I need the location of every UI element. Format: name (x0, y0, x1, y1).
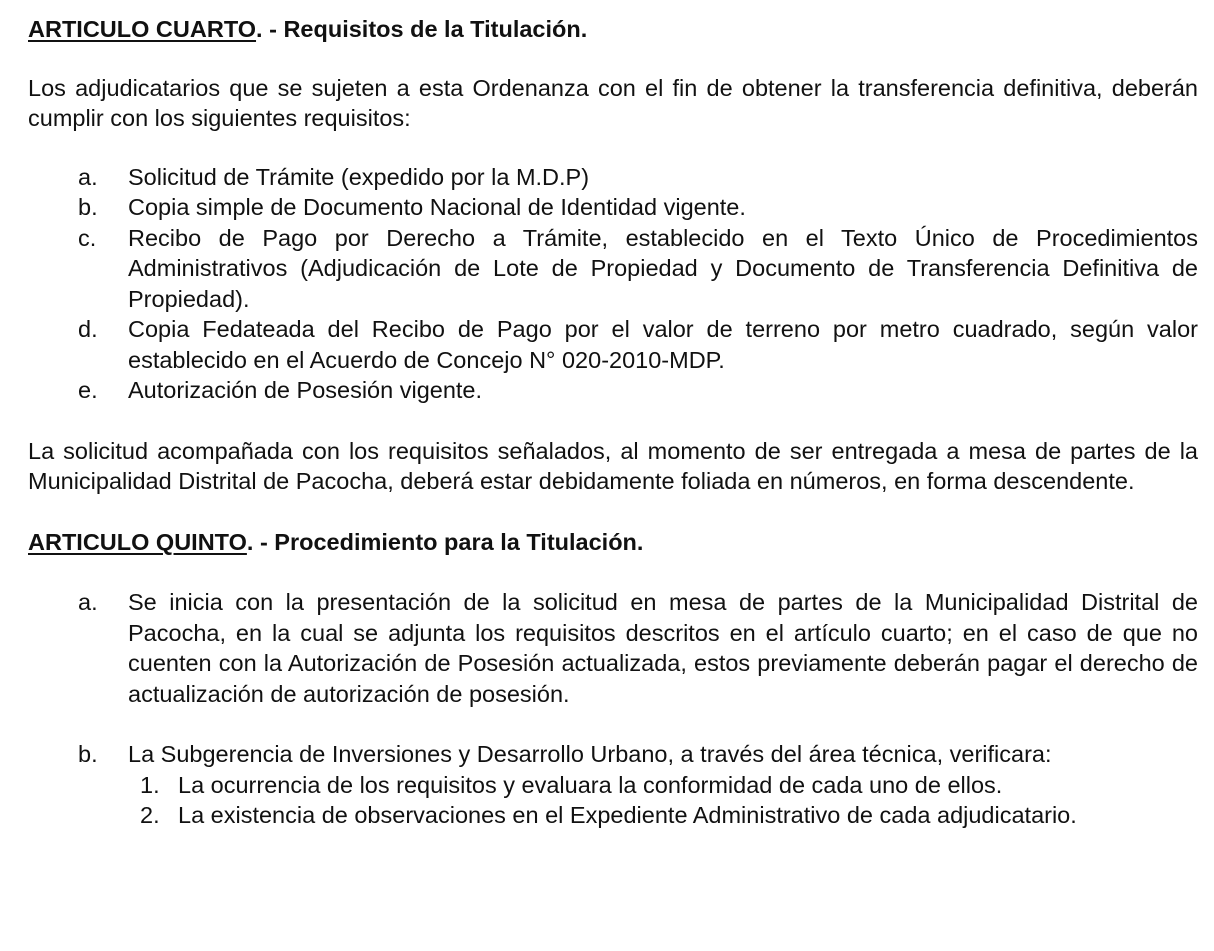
list-item-text: Solicitud de Trámite (expedido por la M.D.P) (128, 163, 590, 190)
sublist-item-text: La existencia de observaciones en el Expediente Administrativo de cada adjudicatario. (178, 802, 1077, 828)
article-4-subtitle: . - Requisitos de la Titulación. (256, 16, 588, 42)
sublist-item (140, 770, 1198, 801)
list-marker: c. (78, 224, 97, 251)
list-item-text: Copia Fedateada del Recibo de Pago por el valor de terreno por metro cuadrado, según valor establecido en el Acuerdo de Concejo N° 020-2010-MDP. (128, 316, 1198, 373)
list-marker: a. (78, 589, 98, 615)
article-4-title: ARTICULO CUARTO (28, 16, 257, 42)
list-item-text: Se inicia con la presentación de la solicitud en mesa de partes de la Municipalidad Distrital de Pacocha, en la cual se adjunta los requisitos descritos en el artículo cuarto; en el caso de que no cuenten con la Autorización de Posesión actualizada, estos previamente deberán pagar el derecho de actualización de autorización de posesión. (128, 589, 1198, 707)
article-5-procedure-list (28, 587, 1198, 831)
list-item (78, 587, 1198, 709)
list-item (78, 739, 1198, 831)
list-item (78, 223, 1198, 315)
sublist-marker: 1. (140, 771, 160, 798)
list-item (78, 162, 1198, 193)
article-4-intro: Los adjudicatarios que se sujeten a esta Ordenanza con el fin de obtener la transferencia definitiva, deberán cumplir con los siguientes requisitos: (28, 74, 1198, 131)
article-5-title: ARTICULO QUINTO (28, 528, 247, 555)
list-item-text: Autorización de Posesión vigente. (128, 377, 483, 403)
article-4-requirements-list (28, 162, 1198, 406)
list-item (78, 375, 1198, 406)
list-marker: b. (78, 194, 98, 220)
list-item-text: Copia simple de Documento Nacional de Identidad vigente. (128, 194, 746, 220)
sublist-item (140, 800, 1198, 831)
article-4-heading (28, 14, 1198, 45)
list-marker: d. (78, 316, 98, 342)
article-5-subtitle: . - Procedimiento para la Titulación. (246, 528, 644, 555)
list-item (78, 314, 1198, 375)
list-marker: a. (78, 163, 98, 190)
sublist-item-text: La ocurrencia de los requisitos y evaluara la conformidad de cada uno de ellos. (178, 771, 1003, 798)
list-item (78, 192, 1198, 223)
sublist-marker: 2. (140, 802, 160, 828)
list-item-text: La Subgerencia de Inversiones y Desarrollo Urbano, a través del área técnica, verificara: (128, 741, 1052, 767)
article-5-heading (28, 527, 1198, 558)
list-marker: b. (78, 741, 98, 767)
list-item-text: Recibo de Pago por Derecho a Trámite, establecido en el Texto Único de Procedimientos Administrativos (Adjudicación de Lote de Propiedad y Documento de Transferencia Definitiva de Propiedad). (128, 224, 1198, 312)
article-4-closing: La solicitud acompañada con los requisitos señalados, al momento de ser entregada a mesa de partes de la Municipalidad Distrital de Pacocha, deberá estar debidamente foliada en números, en forma descendente. (28, 437, 1198, 494)
verification-sublist (128, 770, 1198, 831)
list-marker: e. (78, 377, 98, 403)
